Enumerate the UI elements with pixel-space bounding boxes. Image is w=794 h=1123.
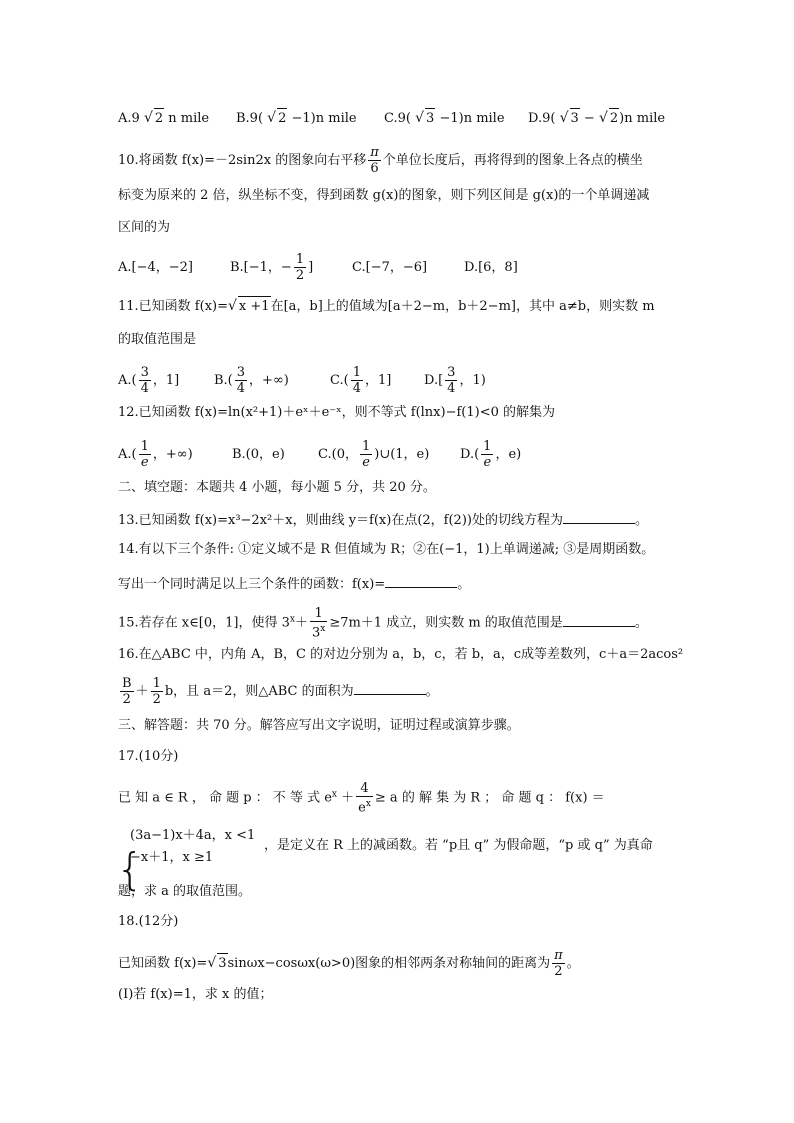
q17-line-3: 题，求 a 的取值范围。	[118, 884, 252, 899]
q17-heading: 17.(10分)	[118, 749, 179, 764]
q10-option-b: B.[−1，− $\frac{1}{2}$ ]	[230, 252, 314, 283]
q14-answer-blank[interactable]	[385, 573, 457, 588]
q17-piecewise-brace: {	[116, 844, 144, 895]
q9-option-d: D.9( √ 3 − √ 2)n mile	[528, 108, 665, 129]
q10-options	[118, 252, 518, 283]
q16-line-1: 16.在△ABC 中，内角 A，B，C 的对边分别为 a，b，c，若 b，a，c成等差数列，c＋a＝2acos²	[118, 647, 684, 662]
q18-line-1: 已知函数 f(x)=√ 3sinωx−cosωx(ω>0)图象的相邻两条对称轴间的距离为 $\frac{\pi}{2}$ 。	[118, 948, 580, 979]
q16-line-2: $\frac{B}{2}$ ＋ $\frac{1}{2}$ b，且 a＝2，则△ABC 的面积为 。	[122, 676, 439, 707]
q11-option-c: C.( $\frac{1}{4}$ ，1]	[330, 365, 392, 396]
q17-case-2: −x＋1，x ≥1	[130, 850, 214, 865]
q13-line: 13.已知函数 f(x)=x³−2x²＋x，则曲线 y＝f(x)在点(2，f(2))处的切线方程为 。	[118, 509, 648, 531]
q11-line-1: 11.已知函数 f(x)=√ x +1在[a，b]上的值域为[a＋2−m，b＋2−m]，其中 a≠b，则实数 m	[118, 296, 655, 317]
q9-option-b: B.9( √ 2 −1)n mile	[236, 108, 384, 129]
q11-option-b: B.( $\frac{3}{4}$ ，+∞)	[214, 365, 289, 396]
q11-option-d: D.[ $\frac{3}{4}$ ，1)	[424, 365, 486, 396]
q10-option-d: D.[6，8]	[464, 260, 518, 275]
q11-option-a: A.( $\frac{3}{4}$ ，1]	[118, 365, 180, 396]
q10-line-1: 10.将函数 f(x)=－2sin2x 的图象向右平移 $\frac{\pi}{6}$ 个单位长度后，再将得到的图象上各点的横坐	[118, 145, 643, 176]
q14-line-2: 写出一个同时满足以上三个条件的函数：f(x)= 。	[118, 573, 470, 595]
q12-option-b: B.(0，e)	[232, 447, 285, 462]
q18-heading: 18.(12分)	[118, 914, 179, 929]
q14-line-1: 14.有以下三个条件: ①定义域不是 R 但值域为 R；②在(−1，1)上单调递减; ③是周期函数。	[118, 542, 655, 557]
q9-options	[118, 108, 665, 129]
q12-line-1: 12.已知函数 f(x)=ln(x²+1)＋eˣ＋e⁻ˣ，则不等式 f(lnx)−f(1)<0 的解集为	[118, 405, 555, 420]
q13-answer-blank[interactable]	[563, 509, 635, 524]
q10-option-a: A.[−4，−2]	[118, 260, 193, 275]
q10-option-c: C.[−7，−6]	[352, 260, 428, 275]
q10-fraction: $\frac{\pi}{6}$	[370, 145, 379, 176]
q15-line: 15.若存在 x∈[0，1]，使得 $3^x+$ $\frac{1}{3^x}$ ≥7m＋1 成立，则实数 m 的取值范围是 。	[118, 606, 648, 641]
q11-options	[118, 365, 486, 396]
q12-options	[118, 439, 521, 470]
q12-option-c: C.(0， $\frac{1}{e}$ )∪(1，e)	[318, 439, 430, 470]
q17-line-1: 已 知 a ∈ R ， 命 题 p ： 不 等 式 $e^x$ ＋ $\frac{4}{e^x}$ ≥ a 的 解 集 为 R ； 命 题 q ： f(x) ＝	[118, 781, 605, 816]
q9-option-a: A.9 √ 2 n mile	[118, 108, 236, 129]
q17-line-2: ，是定义在 R 上的减函数。若 “p且 q” 为假命题，“p 或 q” 为真命	[264, 838, 653, 853]
q16-answer-blank[interactable]	[354, 680, 426, 695]
q11-line-2: 的取值范围是	[118, 332, 197, 347]
section-2-heading: 二、填空题：本题共 4 小题，每小题 5 分，共 20 分。	[118, 480, 436, 495]
section-3-heading: 三、解答题：共 70 分。解答应写出文字说明，证明过程或演算步骤。	[118, 718, 520, 733]
q18-part-1: (I)若 f(x)=1，求 x 的值；	[118, 987, 273, 1002]
q17-case-1: (3a−1)x＋4a，x <1	[130, 828, 256, 843]
q12-option-a: A.( $\frac{1}{e}$ ，+∞)	[118, 439, 193, 470]
q9-option-c: C.9( √ 3 −1)n mile	[384, 108, 528, 129]
q10-line-3: 区间的为	[118, 220, 171, 235]
q15-answer-blank[interactable]	[563, 612, 635, 627]
q12-option-d: D.( $\frac{1}{e}$ ，e)	[460, 439, 522, 470]
q10-line-2: 标变为原来的 2 倍，纵坐标不变，得到函数 g(x)的图象，则下列区间是 g(x)的一个单调递减	[118, 188, 650, 203]
